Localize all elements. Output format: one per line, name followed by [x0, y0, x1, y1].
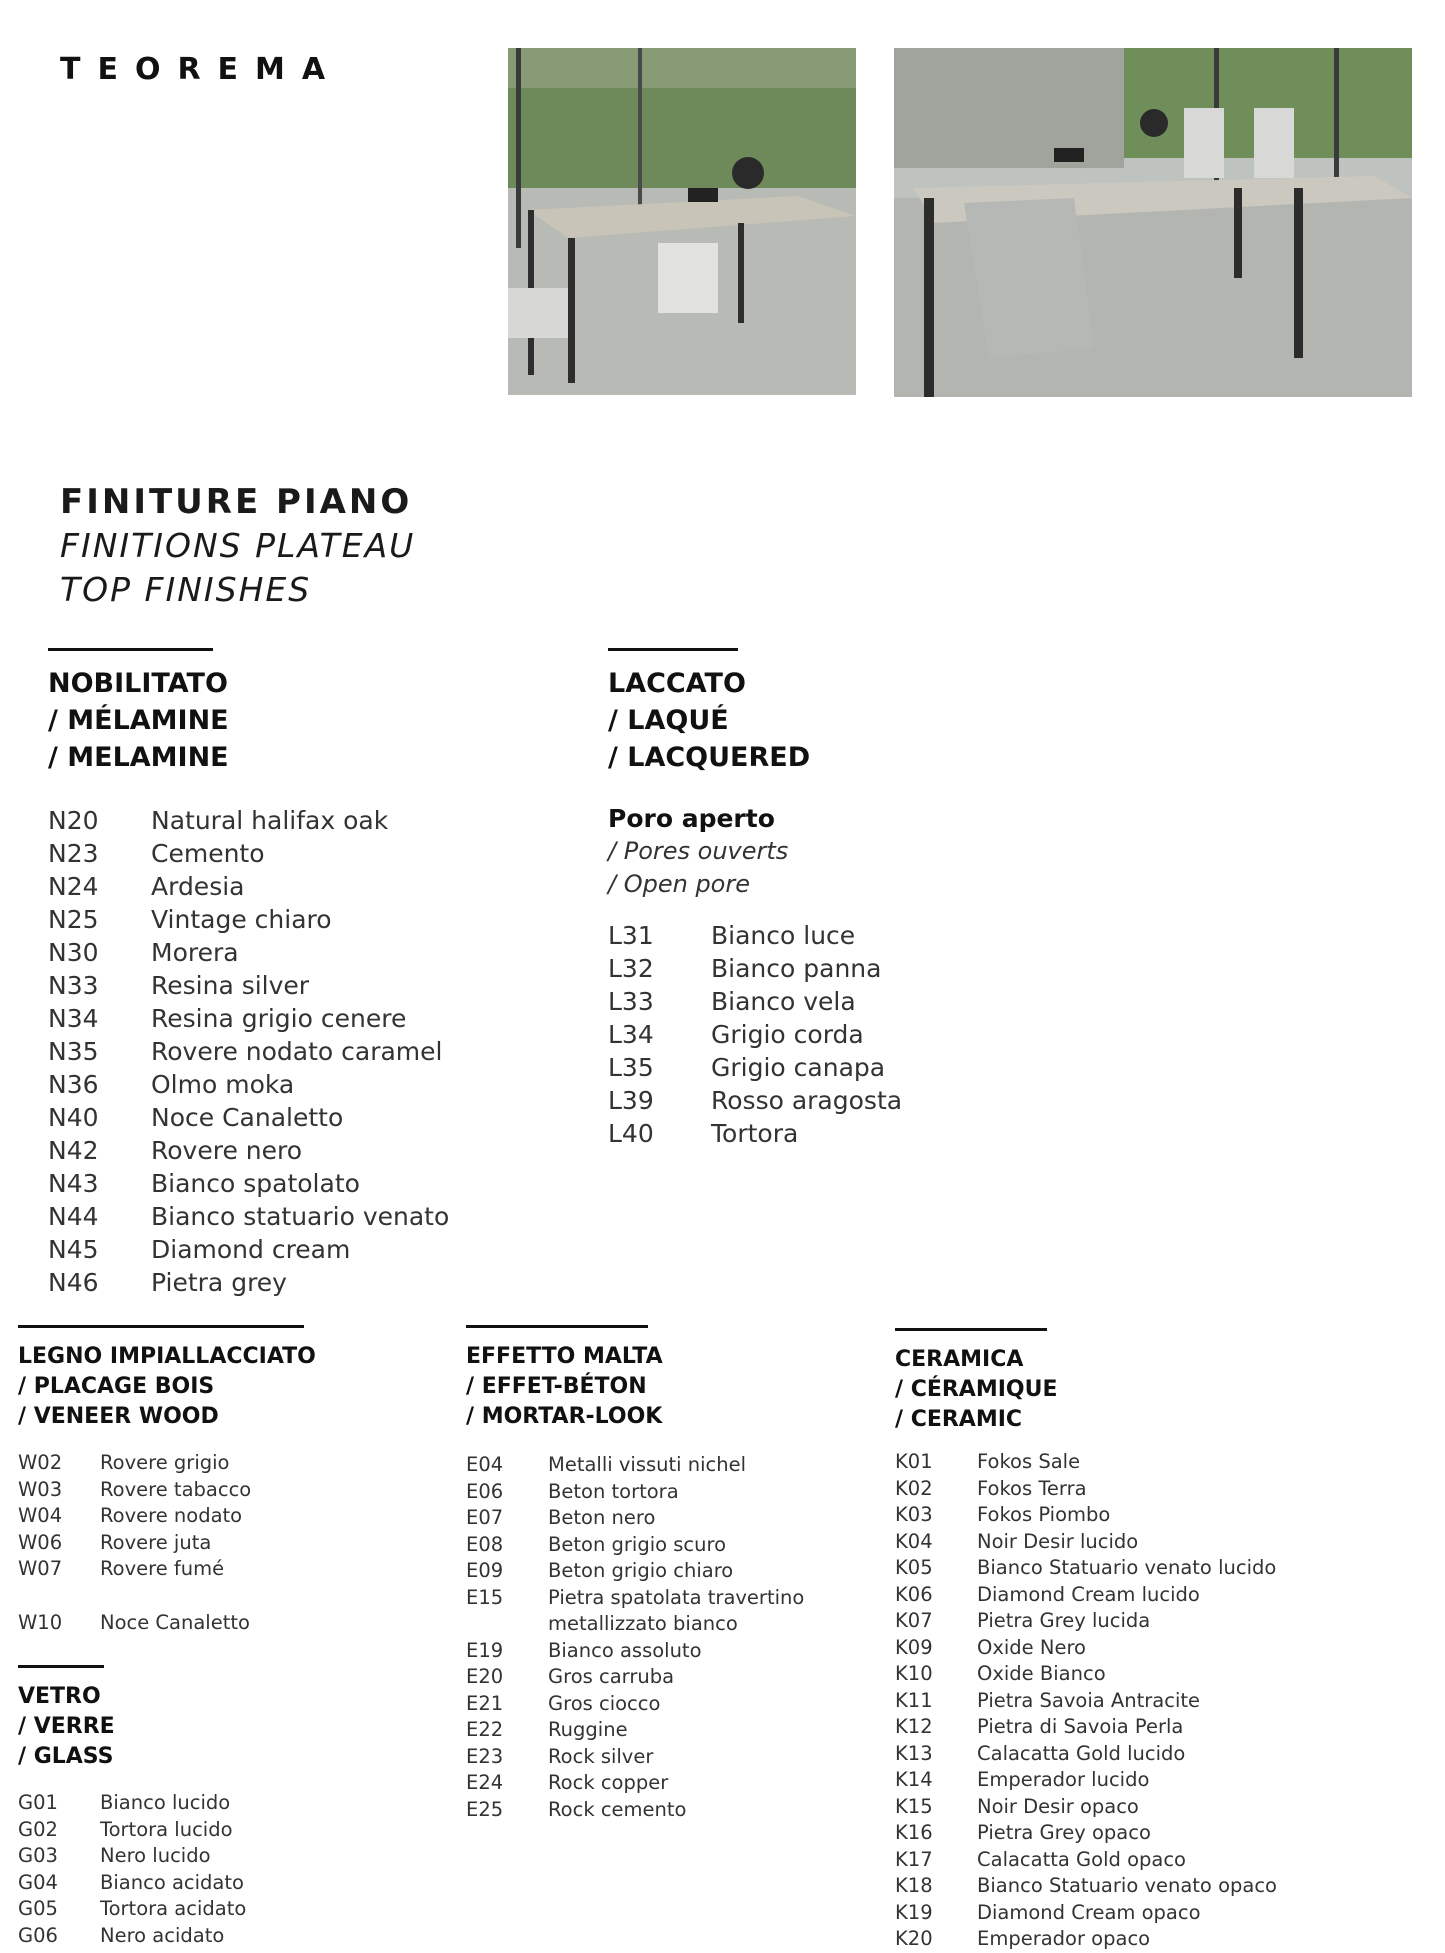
list-item [48, 1068, 449, 1101]
list-item [895, 1608, 1277, 1635]
subsection-title-french: / Pores ouverts [608, 837, 789, 865]
finish-code: L34 [608, 1020, 654, 1049]
finish-name: Nero acidato [100, 1923, 225, 1947]
heading-english: TOP FINISHES [60, 570, 312, 609]
finish-code: K16 [895, 1821, 933, 1844]
section-title-line: / MÉLAMINE [48, 705, 229, 736]
section-vetro [18, 1665, 246, 1949]
list-item [18, 1843, 246, 1870]
finish-name: Rock silver [548, 1744, 654, 1768]
finish-name: Resina grigio cenere [151, 1004, 407, 1033]
finish-code: E04 [466, 1453, 504, 1476]
finish-code: G01 [18, 1791, 58, 1814]
finish-code: W10 [18, 1610, 63, 1634]
list-item [48, 837, 449, 870]
finish-name: Fokos Terra [977, 1476, 1087, 1500]
list-item [608, 919, 902, 952]
finish-code: N44 [48, 1202, 99, 1231]
finish-name: Rovere juta [100, 1530, 212, 1554]
finish-name: Tortora lucido [100, 1817, 233, 1841]
list-item [48, 1002, 449, 1035]
finish-name: Rosso aragosta [711, 1086, 903, 1115]
finish-code: N20 [48, 806, 99, 835]
finish-code: E22 [466, 1718, 504, 1741]
finish-name: Diamond Cream lucido [977, 1582, 1200, 1606]
finish-code: N34 [48, 1004, 99, 1033]
section-divider [18, 1665, 104, 1668]
list-item [466, 1611, 804, 1638]
finish-name: Bianco Statuario venato opaco [977, 1874, 1277, 1897]
list-item [48, 936, 449, 969]
finish-name: Natural halifax oak [151, 806, 389, 835]
finish-list [48, 804, 449, 1299]
list-item [895, 1741, 1277, 1768]
list-item [48, 1200, 449, 1233]
finish-code: E15 [466, 1585, 504, 1609]
finish-code: L39 [608, 1086, 654, 1115]
product-photo-2 [894, 48, 1412, 397]
list-item [48, 1233, 449, 1266]
section-divider [608, 648, 738, 651]
finish-code: G03 [18, 1844, 58, 1867]
finish-code: K13 [895, 1741, 933, 1765]
list-item [895, 1555, 1277, 1582]
finish-code: W06 [18, 1530, 63, 1554]
section-title-line: / LACQUERED [608, 742, 811, 773]
finish-name: Rovere grigio [100, 1451, 230, 1474]
finish-name: Bianco luce [711, 921, 856, 950]
finish-code: K10 [895, 1662, 933, 1685]
section-ceramica [895, 1328, 1277, 1953]
finish-name: Pietra di Savoia Perla [977, 1715, 1184, 1738]
list-item [895, 1900, 1277, 1927]
list-item [895, 1502, 1277, 1529]
finish-name: Gros ciocco [548, 1691, 661, 1715]
list-item [466, 1558, 804, 1585]
list-item [608, 985, 902, 1018]
list-item [895, 1820, 1277, 1847]
list-item [18, 1450, 316, 1477]
finish-code: E25 [466, 1797, 504, 1821]
finish-name: Gros carruba [548, 1665, 675, 1688]
list-item [895, 1449, 1277, 1476]
list-item [466, 1532, 804, 1559]
finish-name: Bianco panna [711, 954, 882, 983]
finish-name: Rovere nodato caramel [151, 1037, 443, 1066]
list-item [466, 1505, 804, 1532]
list-item [48, 903, 449, 936]
finish-code: G04 [18, 1870, 58, 1894]
list-item [895, 1767, 1277, 1794]
finish-list-extra [18, 1610, 316, 1637]
finish-name: Beton nero [548, 1506, 656, 1529]
finish-name: Beton grigio scuro [548, 1532, 727, 1556]
section-title-line: NOBILITATO [48, 668, 228, 699]
list-item [895, 1714, 1277, 1741]
finish-code: G02 [18, 1817, 58, 1841]
finish-code: N43 [48, 1169, 99, 1198]
finish-list [895, 1449, 1277, 1953]
finish-code: E20 [466, 1665, 504, 1688]
section-title-line: / CÉRAMIQUE [895, 1377, 1058, 1402]
finish-name: Tortora [711, 1119, 799, 1148]
section-title-line: VETRO [18, 1684, 101, 1709]
section-title-line: / VENEER WOOD [18, 1404, 219, 1429]
section-title-line: / LAQUÉ [608, 705, 729, 736]
list-item [18, 1790, 246, 1817]
finish-name: Bianco spatolato [151, 1169, 360, 1198]
list-item [895, 1661, 1277, 1688]
list-item [48, 1266, 449, 1299]
list-item [895, 1847, 1277, 1874]
list-item [466, 1717, 804, 1744]
section-title-line: / MORTAR-LOOK [466, 1404, 663, 1429]
finish-name: Rock copper [548, 1771, 669, 1794]
section-title-line: / GLASS [18, 1744, 114, 1769]
finish-name: Noce Canaletto [151, 1103, 344, 1132]
finish-name: Bianco Statuario venato lucido [977, 1556, 1277, 1579]
finish-code: N23 [48, 839, 99, 868]
finish-code: N33 [48, 971, 99, 1000]
finish-code: L32 [608, 954, 654, 983]
section-title-line: EFFETTO MALTA [466, 1344, 663, 1369]
finish-name: Metalli vissuti nichel [548, 1453, 747, 1476]
list-item [18, 1923, 246, 1950]
brand-logo: TEOREMA [60, 52, 343, 87]
section-malta [466, 1325, 804, 1823]
section-title-line: LEGNO IMPIALLACCIATO [18, 1344, 316, 1369]
section-divider [48, 648, 213, 651]
finish-code: E08 [466, 1532, 504, 1556]
finish-name: Rovere tabacco [100, 1477, 252, 1501]
finish-code: L35 [608, 1053, 654, 1082]
product-photo-1 [508, 48, 856, 395]
subsection-title: Poro aperto [608, 804, 775, 833]
finish-name: Bianco assoluto [548, 1638, 702, 1662]
finish-name: Pietra Savoia Antracite [977, 1688, 1201, 1712]
finish-name: Pietra spatolata travertino [548, 1585, 805, 1609]
finish-name: Bianco lucido [100, 1791, 231, 1814]
finish-name: Pietra grey [151, 1268, 287, 1297]
subsection-title-english: / Open pore [608, 870, 750, 898]
section-title-line: LACCATO [608, 668, 746, 699]
list-item [466, 1691, 804, 1718]
finish-code: E19 [466, 1638, 504, 1662]
finish-name: Morera [151, 938, 239, 967]
list-item [18, 1530, 316, 1557]
finish-code [466, 1611, 548, 1638]
heading-italian: FINITURE PIANO [60, 482, 413, 522]
finish-name: Emperador lucido [977, 1768, 1150, 1791]
finish-code: K12 [895, 1715, 933, 1738]
finish-name: Calacatta Gold lucido [977, 1741, 1186, 1765]
list-item [895, 1926, 1277, 1953]
list-item [48, 804, 449, 837]
list-item [18, 1610, 316, 1637]
finish-name: Grigio canapa [711, 1053, 886, 1082]
finish-code: K03 [895, 1503, 933, 1526]
finish-code: W03 [18, 1477, 63, 1501]
finish-code: N36 [48, 1070, 99, 1099]
finish-list [608, 919, 902, 1150]
finish-code: K02 [895, 1476, 933, 1500]
list-item [466, 1770, 804, 1797]
finish-name: Oxide Bianco [977, 1662, 1106, 1685]
finish-name: Vintage chiaro [151, 905, 332, 934]
finish-code: L31 [608, 921, 654, 950]
finish-name: Ruggine [548, 1718, 628, 1741]
section-title-line: / EFFET-BÉTON [466, 1374, 647, 1399]
finish-code: N25 [48, 905, 99, 934]
finish-code: N46 [48, 1268, 99, 1297]
finish-name: Calacatta Gold opaco [977, 1847, 1186, 1871]
list-item [895, 1529, 1277, 1556]
section-laccato [608, 648, 902, 1150]
finish-name: Rovere nodato [100, 1504, 243, 1527]
list-item [608, 1084, 902, 1117]
finish-code: G06 [18, 1923, 58, 1947]
finish-name: Rovere fumé [100, 1557, 225, 1580]
list-item [18, 1896, 246, 1923]
list-item [466, 1744, 804, 1771]
finish-name: Cemento [151, 839, 265, 868]
finish-code: K20 [895, 1927, 933, 1950]
finish-code: K15 [895, 1794, 933, 1818]
list-item [48, 1167, 449, 1200]
list-item [466, 1797, 804, 1824]
finish-code: K09 [895, 1635, 933, 1659]
list-item [48, 1035, 449, 1068]
finish-name: Resina silver [151, 971, 310, 1000]
finish-code: E21 [466, 1691, 504, 1715]
finish-code: K06 [895, 1582, 933, 1606]
section-title-line: / VERRE [18, 1714, 115, 1739]
finish-name: Diamond Cream opaco [977, 1900, 1201, 1924]
finish-list [18, 1790, 246, 1949]
finish-code: N42 [48, 1136, 99, 1165]
finish-name: Bianco vela [711, 987, 856, 1016]
finish-code: N45 [48, 1235, 99, 1264]
finish-code: L33 [608, 987, 654, 1016]
finish-code: W07 [18, 1557, 63, 1580]
finish-code: E06 [466, 1479, 504, 1503]
section-divider [18, 1325, 304, 1328]
list-item [895, 1582, 1277, 1609]
finish-name: Oxide Nero [977, 1635, 1086, 1659]
finish-code: N40 [48, 1103, 99, 1132]
finish-name: Bianco statuario venato [151, 1202, 450, 1231]
finish-code: K01 [895, 1450, 933, 1473]
finish-code: E07 [466, 1506, 504, 1529]
finish-name: Rovere nero [151, 1136, 303, 1165]
finish-code: K07 [895, 1609, 933, 1632]
section-title-line: / MELAMINE [48, 742, 229, 773]
section-title-line: / CERAMIC [895, 1407, 1023, 1432]
list-item [18, 1477, 316, 1504]
list-item [895, 1476, 1277, 1503]
finish-name: metallizzato bianco [548, 1612, 738, 1635]
finish-code: K11 [895, 1688, 933, 1712]
finish-code: K04 [895, 1529, 933, 1553]
list-item [608, 1117, 902, 1150]
list-item [895, 1794, 1277, 1821]
finish-name: Grigio corda [711, 1020, 864, 1049]
finish-list [466, 1452, 804, 1823]
list-item [608, 1018, 902, 1051]
list-item [48, 969, 449, 1002]
list-item [895, 1688, 1277, 1715]
list-item [608, 952, 902, 985]
list-item [48, 1101, 449, 1134]
finish-code: K14 [895, 1768, 933, 1791]
section-nobilitato [48, 648, 449, 1299]
finish-code: E23 [466, 1744, 504, 1768]
list-item [18, 1817, 246, 1844]
finish-code: L40 [608, 1119, 654, 1148]
finish-code: K17 [895, 1847, 933, 1871]
list-item [895, 1873, 1277, 1900]
finish-name: Noir Desir opaco [977, 1794, 1139, 1818]
finish-code: N35 [48, 1037, 99, 1066]
section-title-line: / PLACAGE BOIS [18, 1374, 215, 1399]
finish-code: W02 [18, 1451, 63, 1474]
finish-code: E24 [466, 1771, 504, 1794]
section-legno [18, 1325, 316, 1636]
finish-name: Noce Canaletto [100, 1610, 250, 1634]
list-item [18, 1870, 246, 1897]
finishes-heading [60, 480, 415, 612]
finish-name: Fokos Sale [977, 1450, 1081, 1473]
finish-code: N24 [48, 872, 99, 901]
finish-code: K19 [895, 1900, 933, 1924]
section-divider [466, 1325, 648, 1328]
list-item [608, 1051, 902, 1084]
finish-name: Ardesia [151, 872, 245, 901]
list-item [18, 1556, 316, 1583]
list-item [48, 1134, 449, 1167]
heading-french: FINITIONS PLATEAU [60, 526, 416, 565]
list-item [466, 1638, 804, 1665]
section-title-line: CERAMICA [895, 1347, 1024, 1372]
finish-code: K18 [895, 1874, 933, 1897]
section-divider [895, 1328, 1047, 1331]
finish-name: Nero lucido [100, 1844, 211, 1867]
finish-name: Tortora acidato [100, 1897, 247, 1920]
finish-name: Fokos Piombo [977, 1503, 1111, 1526]
finish-name: Beton tortora [548, 1479, 679, 1503]
finish-list [18, 1450, 316, 1583]
finish-name: Pietra Grey lucida [977, 1609, 1151, 1632]
list-item [48, 870, 449, 903]
list-item [895, 1635, 1277, 1662]
finish-name: Bianco acidato [100, 1870, 244, 1894]
finish-code: N30 [48, 938, 99, 967]
finish-code: E09 [466, 1559, 504, 1582]
list-item [466, 1452, 804, 1479]
list-item [466, 1479, 804, 1506]
finish-name: Rock cemento [548, 1797, 687, 1821]
finish-code: G05 [18, 1897, 58, 1920]
list-item [466, 1664, 804, 1691]
finish-name: Olmo moka [151, 1070, 295, 1099]
finish-code: K05 [895, 1556, 933, 1579]
finish-name: Diamond cream [151, 1235, 351, 1264]
finish-name: Beton grigio chiaro [548, 1559, 734, 1582]
finish-name: Emperador opaco [977, 1927, 1151, 1950]
list-item [18, 1503, 316, 1530]
finish-name: Pietra Grey opaco [977, 1821, 1151, 1844]
finish-name: Noir Desir lucido [977, 1529, 1139, 1553]
list-item [466, 1585, 804, 1612]
finish-code: W04 [18, 1504, 63, 1527]
